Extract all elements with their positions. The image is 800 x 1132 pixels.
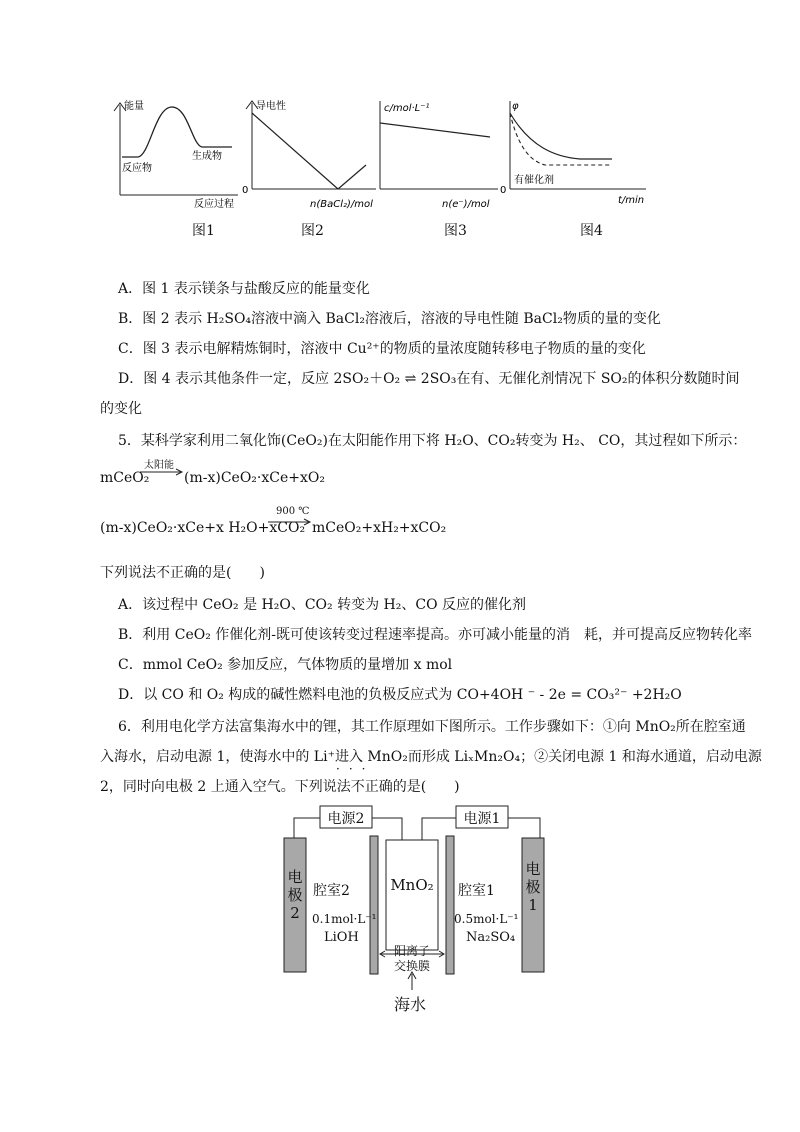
eq1-right: (m-x)CeO₂·xCe+xO₂ (184, 470, 325, 486)
fig3-caption: 图3 (444, 223, 467, 239)
electrolysis-diagram (280, 800, 560, 1015)
fig2-xlabel: n(BaCl₂)/mol (310, 199, 373, 210)
eq2-right: mCeO₂+xH₂+xCO₂ (312, 520, 447, 536)
eq2-arrow-icon (268, 518, 312, 526)
q4-option-d-cont: 的变化 (100, 401, 142, 417)
emphasis-dots: ··· (336, 762, 375, 776)
power-source-1: 电源1 (463, 811, 501, 827)
fig3-xlabel: n(e⁻)/mol (442, 199, 490, 210)
chamber-2-label: 腔室2 (313, 883, 350, 899)
figure-row (0, 0, 800, 240)
chamber-2-conc: 0.1mol·L⁻¹ (312, 912, 377, 926)
chamber-1-conc: 0.5mol·L⁻¹ (454, 912, 519, 926)
power-source-2: 电源2 (327, 811, 365, 827)
eq1-left: mCeO₂ (100, 470, 150, 486)
figure-1-energy-diagram (110, 95, 240, 210)
eq1-condition: 太阳能 (144, 460, 174, 471)
seawater-label: 海水 (394, 995, 427, 1014)
q5-prompt: 下列说法不正确的是( ) (100, 565, 265, 581)
chamber-2-solute: LiOH (324, 930, 359, 945)
figure-3-concentration (372, 95, 502, 210)
q6-line-1: 6．利用电化学方法富集海水中的锂，其工作原理如下图所示。工作步骤如下：①向 MnO₂所在腔室通 (118, 719, 746, 735)
electrode-1: 电极1 (525, 860, 541, 914)
fig4-ylabel: φ (512, 101, 519, 112)
q4-option-a: A．图 1 表示镁条与盐酸反应的能量变化 (118, 281, 370, 297)
fig1-reactant-label: 反应物 (122, 163, 152, 174)
mno2-label: MnO₂ (390, 876, 434, 894)
q5-option-d: D．以 CO 和 O₂ 构成的碱性燃料电池的负极反应式为 CO+4OH ⁻ - 2e = CO₃²⁻ +2H₂O (118, 687, 682, 703)
fig4-annotation: 有催化剂 (514, 175, 554, 186)
fig2-caption: 图2 (301, 223, 324, 239)
chamber-1-label: 腔室1 (458, 883, 495, 899)
membrane-label-1: 阳离子 (393, 944, 430, 958)
fig2-origin: 0 (242, 185, 249, 196)
q5-stem: 5．某科学家利用二氧化饰(CeO₂)在太阳能作用下将 H₂O、CO₂转变为 H₂、 CO，其过程如下所示： (118, 433, 747, 449)
q4-option-b: B．图 2 表示 H₂SO₄溶液中滴入 BaCl₂溶液后，溶液的导电性随 BaCl₂物质的量的变化 (118, 311, 661, 327)
fig4-origin: 0 (500, 185, 507, 196)
membrane-label-2: 交换膜 (393, 959, 430, 973)
fig4-xlabel: t/min (618, 195, 645, 206)
figure-4-volume-fraction (500, 95, 650, 210)
fig1-caption: 图1 (192, 223, 215, 239)
fig1-ylabel: 能量 (124, 101, 144, 112)
eq2-condition: 900 ℃ (276, 506, 310, 517)
fig1-xlabel: 反应过程 (194, 199, 234, 210)
fig4-caption: 图4 (580, 223, 603, 239)
diagram-wires (280, 800, 560, 1015)
electrode-2: 电极2 (287, 868, 303, 922)
q5-option-c: C．mmol CeO₂ 参加反应，气体物质的量增加 x mol (118, 657, 453, 673)
q6-line-2: 入海水，启动电源 1，使海水中的 Li⁺进入 MnO₂而形成 LiₓMn₂O₄；②关闭电源 1 和海水通道，启动电源 (100, 749, 762, 765)
figure-2-conductivity (238, 95, 378, 210)
fig1-product-label: 生成物 (192, 151, 222, 162)
q5-option-a: A．该过程中 CeO₂ 是 H₂O、CO₂ 转变为 H₂、CO 反应的催化剂 (118, 597, 527, 613)
q4-option-c: C．图 3 表示电解精炼铜时，溶液中 Cu²⁺的物质的量浓度随转移电子物质的量的变化 (118, 341, 646, 357)
fig2-ylabel: 导电性 (256, 101, 286, 112)
q5-option-b: B．利用 CeO₂ 作催化剂-既可使该转变过程速率提高。亦可减小能量的消 耗，并可提高反应物转化率 (118, 627, 753, 643)
eq2-left: (m-x)CeO₂·xCe+x H₂O+xCO₂ (100, 520, 306, 536)
chamber-1-solute: Na₂SO₄ (466, 930, 516, 945)
q6-line-3: 2，同时向电极 2 上通入空气。下列说法不正确的是( ) (100, 779, 460, 795)
fig3-ylabel: c/mol·L⁻¹ (384, 103, 430, 114)
q4-option-d: D．图 4 表示其他条件一定，反应 2SO₂＋O₂ ⇌ 2SO₃在有、无催化剂情况下 SO₂的体积分数随时间 (118, 371, 740, 387)
